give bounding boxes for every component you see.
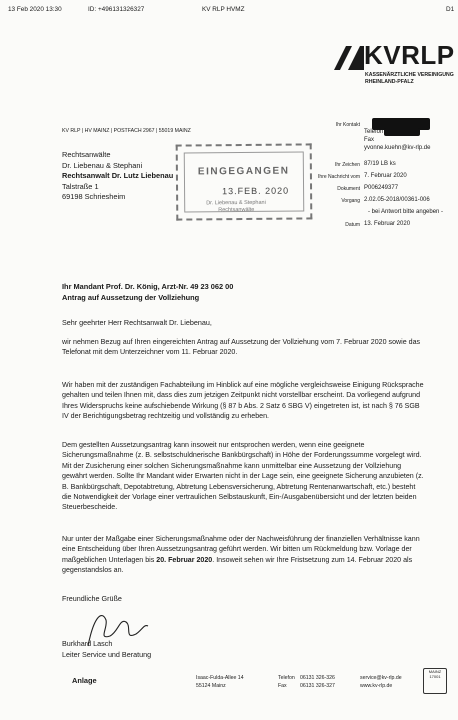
recipient-line: Rechtsanwalt Dr. Lutz Liebenau: [62, 171, 174, 180]
salutation: Sehr geehrter Herr Rechtsanwalt Dr. Liebenau,: [62, 318, 212, 327]
info-value: 13. Februar 2020: [364, 221, 411, 227]
footer-fax-label: Fax: [278, 683, 287, 689]
paragraph-text: Nur unter der Maßgabe einer Sicherungsmaßnahme oder der Nachweisführung der finanziellen Verhältnisse kann eine Entscheidung über Ihren Aussetzungsantrag geführt werden. Wir bitten um Rückmeldung bzw. Vorlage der maßgeblichen Unterlagen bis: [62, 535, 420, 564]
kvrlp-logo-icon: [334, 46, 364, 75]
contact-email: yvonne.kuehn@kv-rlp.de: [364, 145, 431, 151]
info-label: Datum: [345, 222, 360, 228]
footer-tel-value: 06131 326-326: [300, 675, 335, 681]
subject-line-1: Ihr Mandant Prof. Dr. König, Arzt-Nr. 49 23 062 00: [62, 282, 234, 291]
logo-name: KVRLP: [364, 40, 455, 70]
info-value: P006249377: [364, 185, 399, 191]
seal-text: MAINZ 17001: [428, 669, 442, 679]
footer-address: Isaac-Fulda-Allee 14: [196, 675, 244, 681]
paragraph: Dem gestellten Aussetzungsantrag kann insoweit nur entsprochen werden, wenn eine geeignete Sicherungsmaßnahme (z. B. selbstschuldnerische Bankbürgschaft) in Höhe der Forderungssumme vorgelegt wird. Mit der Zusicherung einer solchen Sicherungsmaßnahme kann unmittelbar eine Aussetzung der Vollziehung gewährt werden. Sollte Ihr Mandant wider Erwarten nicht in der Lage sein, eine geeignete Sicherung anzubieten (z. B. Bankbürgschaft, Depotabtretung, Abtretung Lebensversicherung, Abtretung Rentenanwartschaft, etc.) besteht die Notwendigkeit der Vorlage einer vertraulichen Selbstauskunft, Ein-/Ausgabenübersicht und der letzten beiden Steuerbescheide.: [62, 441, 424, 512]
paragraph: Wir haben mit der zuständigen Fachabteilung im Hinblick auf eine mögliche vergleichsweise Einigung Rücksprache gehalten und teilen Ihnen mit, dass dies zum jetzigen Zeitpunkt nicht vorstellbar erscheint. Da vorliegend aufgrund Ihres Widerspruchs keine aufschiebende Wirkung (§ 87 b Abs. 2 Satz 6 SBG V) eingetreten ist, ist nach § 76 SGB IV der Berichtigungsbetrag rechtzeitig und vollständig zu erheben.: [62, 381, 424, 421]
footer-fax-value: 06131 326-327: [300, 683, 335, 689]
paragraph: [62, 534, 424, 576]
deadline-date: 20. Februar 2020: [156, 555, 213, 564]
footer-web: www.kv-rlp.de: [360, 683, 393, 689]
info-note: - bei Antwort bitte angeben -: [368, 209, 444, 215]
stamp-firm: Dr. Liebenau & Stephani: [206, 199, 266, 207]
stamp-firm: Rechtsanwälte: [218, 206, 255, 214]
paragraph-text: . Insoweit sehen wir Ihre Fristsetzung zum 14. Februar 2020 als gegenstandslos an.: [62, 555, 413, 575]
signatory-title: Leiter Service und Beratung: [62, 650, 152, 659]
recipient-line: Dr. Liebenau & Stephani: [62, 160, 143, 170]
paragraph: wir nehmen Bezug auf Ihren eingereichten Antrag auf Aussetzung der Vollziehung vom 7. Februar 2020 sowie das Telefonat mit dem Unterzeichner vom 11. Februar 2020.: [62, 338, 421, 357]
logo-subtitle-2: RHEINLAND-PFALZ: [365, 79, 414, 85]
contact-label: Ihr Kontakt: [335, 122, 360, 128]
return-address: KV RLP | HV MAINZ | POSTFACH 2967 | 55019 MAINZ: [62, 128, 191, 134]
fax-label: Fax: [364, 137, 375, 143]
info-value: 87/19 LB ks: [364, 161, 396, 167]
info-value: 2.02.05-2018/00361-006: [364, 197, 430, 203]
footer-tel-label: Telefon: [278, 675, 295, 681]
stamp-title: EINGEGANGEN: [197, 165, 290, 178]
certification-seal-icon: [423, 668, 447, 694]
signatory-name: Burkhard Lasch: [62, 639, 113, 648]
recipient-block: [62, 150, 173, 203]
fax-date: 13 Feb 2020 13:30: [8, 6, 62, 13]
info-label: Ihr Zeichen: [334, 162, 360, 168]
fax-id: ID: +496131326327: [88, 6, 145, 13]
info-label: Vorgang: [341, 198, 360, 204]
info-label: Dokument: [337, 186, 360, 192]
recipient-line: Rechtsanwälte: [62, 150, 111, 159]
recipient-line: 69198 Schriesheim: [62, 192, 126, 201]
stamp-date: 13.FEB. 2020: [222, 185, 290, 197]
fax-page: D1: [446, 6, 455, 13]
logo-subtitle-1: KASSENÄRZTLICHE VEREINIGUNG: [365, 72, 454, 78]
recipient-line: Talstraße 1: [62, 181, 99, 191]
fax-sender: KV RLP HVMZ: [202, 6, 245, 13]
info-label: Ihre Nachricht vom: [318, 174, 360, 180]
subject-line-2: Antrag auf Aussetzung der Vollziehung: [62, 293, 200, 302]
footer-email: service@kv-rlp.de: [360, 675, 402, 681]
received-stamp: [176, 143, 313, 220]
attachment-label: Anlage: [72, 676, 97, 685]
telefon-label: Telefon: [364, 129, 384, 135]
closing: Freundliche Grüße: [62, 594, 122, 603]
footer-address: 55124 Mainz: [196, 683, 226, 689]
info-value: 7. Februar 2020: [364, 173, 407, 179]
redaction: [384, 128, 420, 136]
